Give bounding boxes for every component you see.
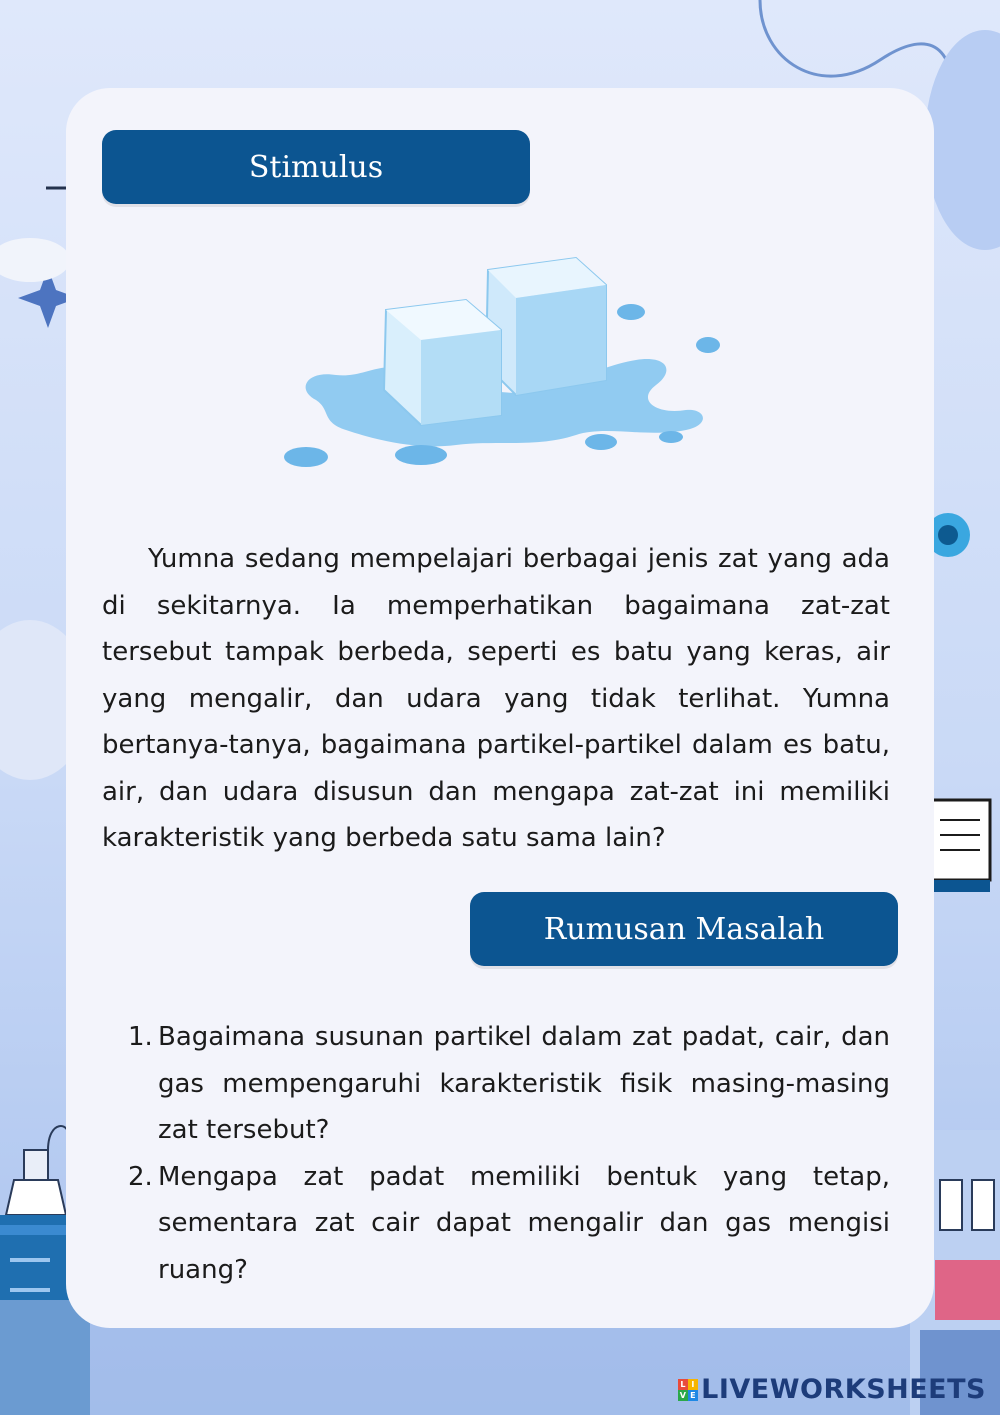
question-text: Bagaimana susunan partikel dalam zat padat, cair, dan gas mempengaruhi karakteristik fisik masing-masing zat tersebut? — [158, 1022, 890, 1145]
liveworksheets-brand[interactable] — [678, 1374, 986, 1405]
book-icon — [930, 800, 990, 892]
question-list — [128, 1014, 890, 1293]
rumusan-masalah-heading — [470, 892, 898, 966]
question-number: 2. — [128, 1161, 153, 1192]
question-number: 1. — [128, 1022, 153, 1052]
brand-text: LIVEWORKSHEETS — [701, 1374, 986, 1405]
flask-icon — [6, 1126, 70, 1215]
liveworksheets-logo-icon: L I V E — [678, 1379, 698, 1401]
ice-cubes-illustration — [276, 250, 726, 472]
list-item — [128, 1014, 890, 1154]
stimulus-heading — [102, 130, 530, 204]
stimulus-paragraph: Yumna sedang mempelajari berbagai jenis zat yang ada di sekitarnya. Ia memperhatikan bagaimana zat-zat tersebut tampak berbeda, seperti es batu yang keras, air yang mengalir, dan udara yang tidak terlihat. Yumna bertanya-tanya, bagaimana partikel-partikel dalam es batu, air, dan udara disusun dan mengapa zat-zat ini memiliki karakteristik yang berbeda satu sama lain? — [102, 544, 890, 853]
question-text: Mengapa zat padat memiliki bentuk yang tetap, sementara zat cair dapat mengalir dan gas mengisi ruang? — [158, 1161, 890, 1285]
rumusan-masalah-heading-label: Rumusan Masalah — [543, 911, 825, 947]
stimulus-heading-label: Stimulus — [248, 149, 384, 185]
list-item — [128, 1154, 890, 1294]
